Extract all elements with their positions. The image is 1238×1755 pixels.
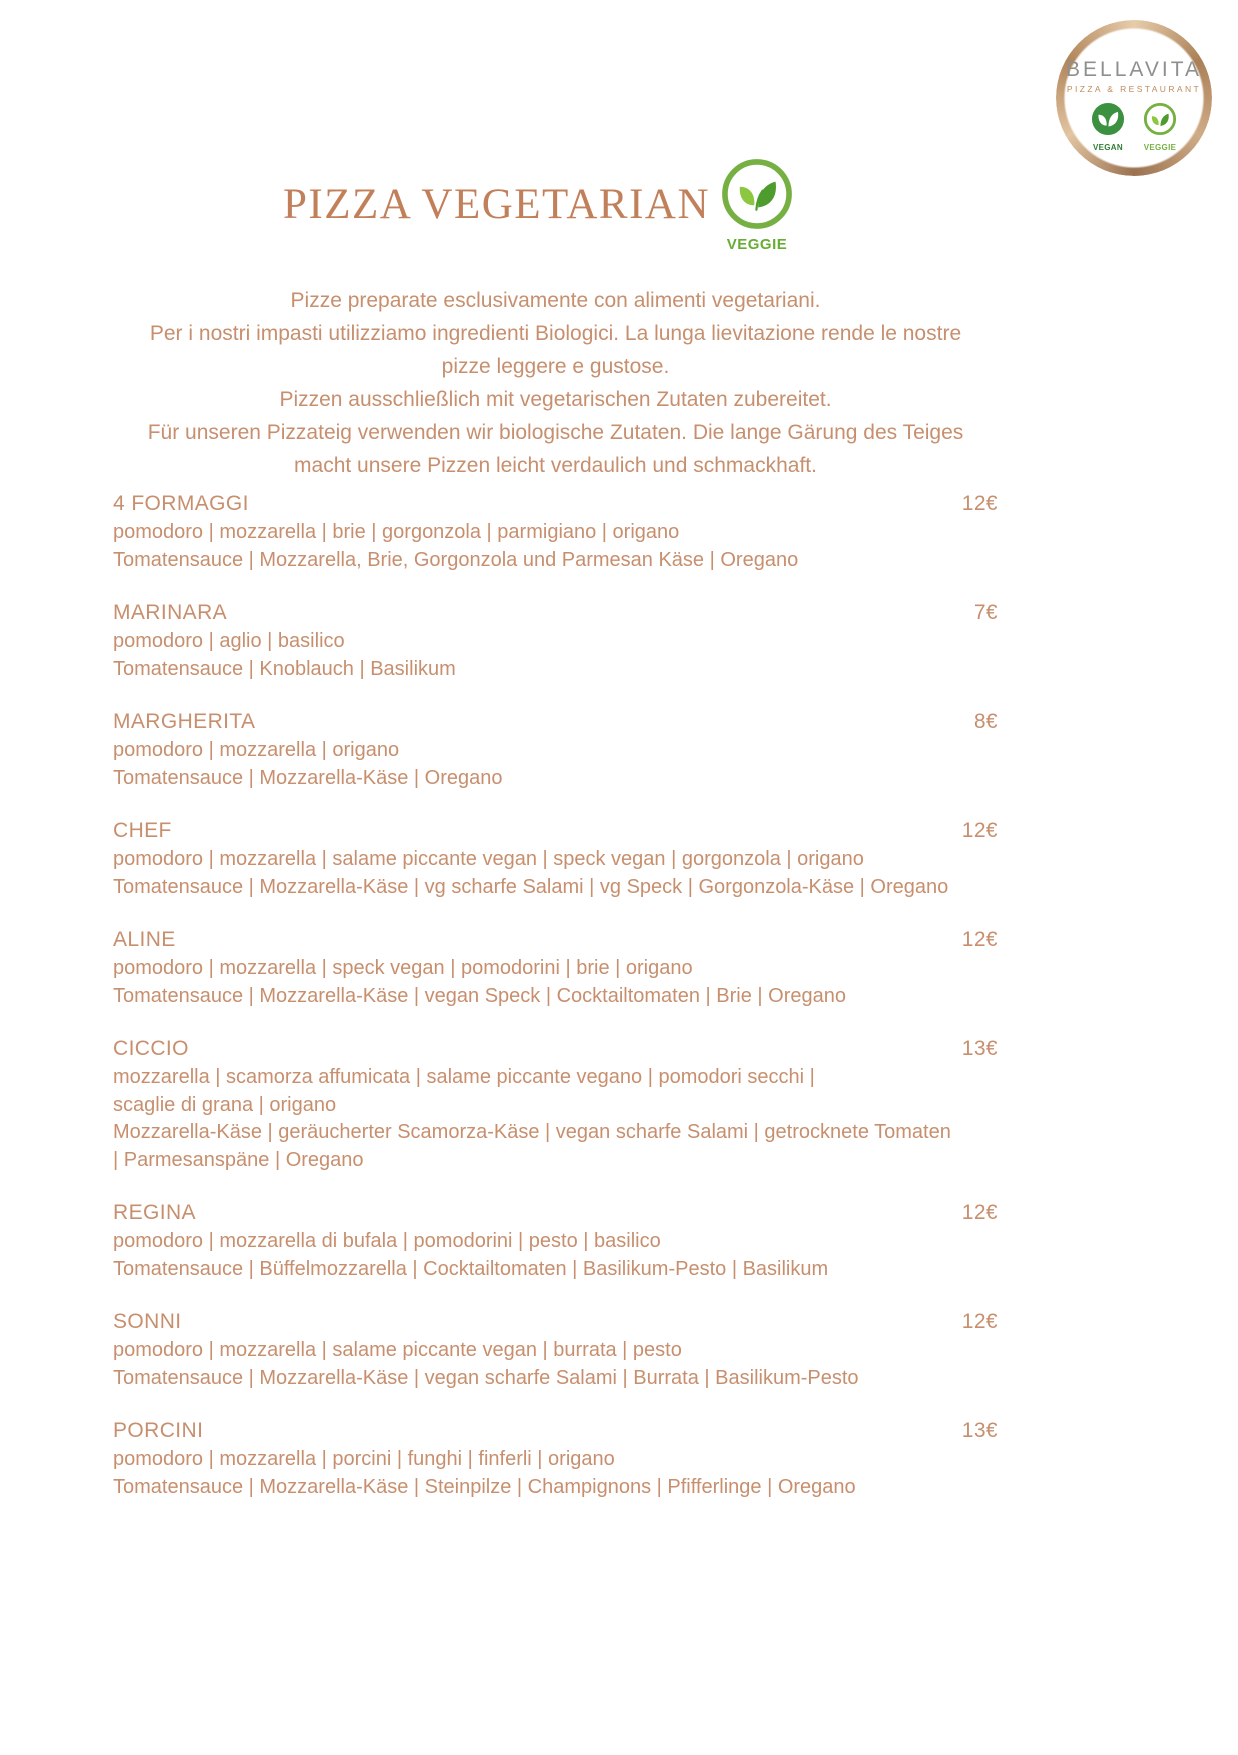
item-description-line: Tomatensauce | Mozzarella-Käse | vegan scharfe Salami | Burrata | Basilikum-Pesto — [113, 1366, 859, 1389]
item-description-line: Tomatensauce | Mozzarella-Käse | Oregano — [113, 766, 503, 789]
item-description-line: scaglie di grana | origano — [113, 1093, 337, 1116]
item-description-line: pomodoro | mozzarella | origano — [113, 739, 400, 761]
item-name: MARGHERITA — [113, 710, 256, 733]
menu-item-header — [113, 492, 998, 516]
intro-line: Pizzen ausschließlich mit vegetarischen Zutaten zubereitet. — [279, 388, 832, 411]
item-description-line: Tomatensauce | Mozzarella-Käse | vegan Speck | Cocktailtomaten | Brie | Oregano — [113, 984, 846, 1007]
vegan-badge-label: VEGAN — [1093, 143, 1123, 152]
item-description-line: Tomatensauce | Büffelmozzarella | Cocktailtomaten | Basilikum-Pesto | Basilikum — [113, 1257, 829, 1280]
veggie-badge-label: VEGGIE — [1143, 143, 1177, 152]
item-name: ALINE — [113, 928, 176, 951]
item-description-line: Tomatensauce | Mozzarella, Brie, Gorgonzola und Parmesan Käse | Oregano — [113, 548, 799, 571]
item-price: 13€ — [961, 1419, 998, 1442]
menu-item-header — [113, 601, 998, 625]
item-name: PORCINI — [113, 1419, 204, 1442]
menu-list — [113, 492, 998, 1528]
intro-text — [113, 284, 998, 482]
item-description-line: pomodoro | mozzarella | salame piccante vegan | burrata | pesto — [113, 1339, 682, 1361]
page-title: PIZZA VEGETARIAN — [283, 181, 711, 228]
item-description-line: pomodoro | mozzarella | porcini | funghi | finferli | origano — [113, 1448, 615, 1470]
intro-line: pizze leggere e gustose. — [441, 355, 670, 378]
item-description-line: mozzarella | scamorza affumicata | salame piccante vegano | pomodori secchi | — [113, 1066, 815, 1088]
menu-item — [113, 601, 998, 683]
veggie-leaf-large-icon — [721, 217, 793, 234]
menu-item-header — [113, 1201, 998, 1225]
menu-item-header — [113, 819, 998, 843]
item-description-line: pomodoro | mozzarella | speck vegan | pomodorini | brie | origano — [113, 957, 693, 979]
logo-subtitle: PIZZA & RESTAURANT — [1066, 84, 1202, 94]
menu-item — [113, 1419, 998, 1501]
item-price: 12€ — [961, 928, 998, 951]
intro-line: Pizze preparate esclusivamente con alimenti vegetariani. — [290, 289, 821, 312]
item-name: 4 FORMAGGI — [113, 492, 249, 515]
item-description-line: pomodoro | mozzarella | brie | gorgonzola | parmigiano | origano — [113, 521, 680, 543]
item-name: CHEF — [113, 819, 172, 842]
item-description-line: pomodoro | mozzarella | salame piccante vegan | speck vegan | gorgonzola | origano — [113, 848, 864, 870]
item-price: 13€ — [961, 1037, 998, 1060]
intro-line: Per i nostri impasti utilizziamo ingredienti Biologici. La lunga lievitazione rende le nostre — [149, 322, 962, 345]
item-description-line: | Parmesanspäne | Oregano — [113, 1148, 364, 1171]
menu-item — [113, 819, 998, 901]
vegan-badge — [1088, 102, 1128, 152]
item-price: 8€ — [973, 710, 998, 733]
item-description-line: Tomatensauce | Mozzarella-Käse | vg scharfe Salami | vg Speck | Gorgonzola-Käse | Oregano — [113, 875, 949, 898]
veggie-badge-large — [718, 158, 796, 253]
item-name: REGINA — [113, 1201, 196, 1224]
menu-item — [113, 1201, 998, 1283]
item-name: CICCIO — [113, 1037, 189, 1060]
item-name: MARINARA — [113, 601, 228, 624]
item-price: 12€ — [961, 1310, 998, 1333]
item-description-line: Tomatensauce | Knoblauch | Basilikum — [113, 657, 456, 680]
veggie-badge-large-label: VEGGIE — [726, 236, 788, 253]
item-description-line: Mozzarella-Käse | geräucherter Scamorza-Käse | vegan scharfe Salami | getrocknete Tomaten — [113, 1121, 951, 1143]
menu-item-header — [113, 928, 998, 952]
item-name: SONNI — [113, 1310, 182, 1333]
intro-line: macht unsere Pizzen leicht verdaulich und schmackhaft. — [294, 454, 817, 477]
item-description-line: pomodoro | aglio | basilico — [113, 630, 345, 652]
menu-item — [113, 492, 998, 574]
vegan-leaf-icon — [1091, 102, 1125, 141]
logo-badges — [1088, 102, 1180, 152]
item-price: 12€ — [961, 1201, 998, 1224]
menu-item-header — [113, 1037, 998, 1061]
menu-item-header — [113, 1419, 998, 1443]
menu-item-header — [113, 710, 998, 734]
intro-line: Für unseren Pizzateig verwenden wir biologische Zutaten. Die lange Gärung des Teiges — [147, 421, 964, 444]
item-price: 12€ — [961, 819, 998, 842]
item-description-line: pomodoro | mozzarella di bufala | pomodorini | pesto | basilico — [113, 1230, 661, 1252]
menu-item — [113, 710, 998, 792]
menu-item — [113, 1037, 998, 1174]
item-description-line: Tomatensauce | Mozzarella-Käse | Steinpilze | Champignons | Pfifferlinge | Oregano — [113, 1475, 856, 1498]
logo-name: BELLAVITA — [1066, 58, 1202, 81]
menu-item-header — [113, 1310, 998, 1334]
menu-item — [113, 1310, 998, 1392]
menu-item — [113, 928, 998, 1010]
veggie-leaf-icon — [1143, 102, 1177, 141]
logo-inner — [1066, 30, 1202, 166]
item-price: 12€ — [961, 492, 998, 515]
item-price: 7€ — [973, 601, 998, 624]
restaurant-logo — [1056, 20, 1212, 176]
veggie-badge — [1140, 102, 1180, 152]
